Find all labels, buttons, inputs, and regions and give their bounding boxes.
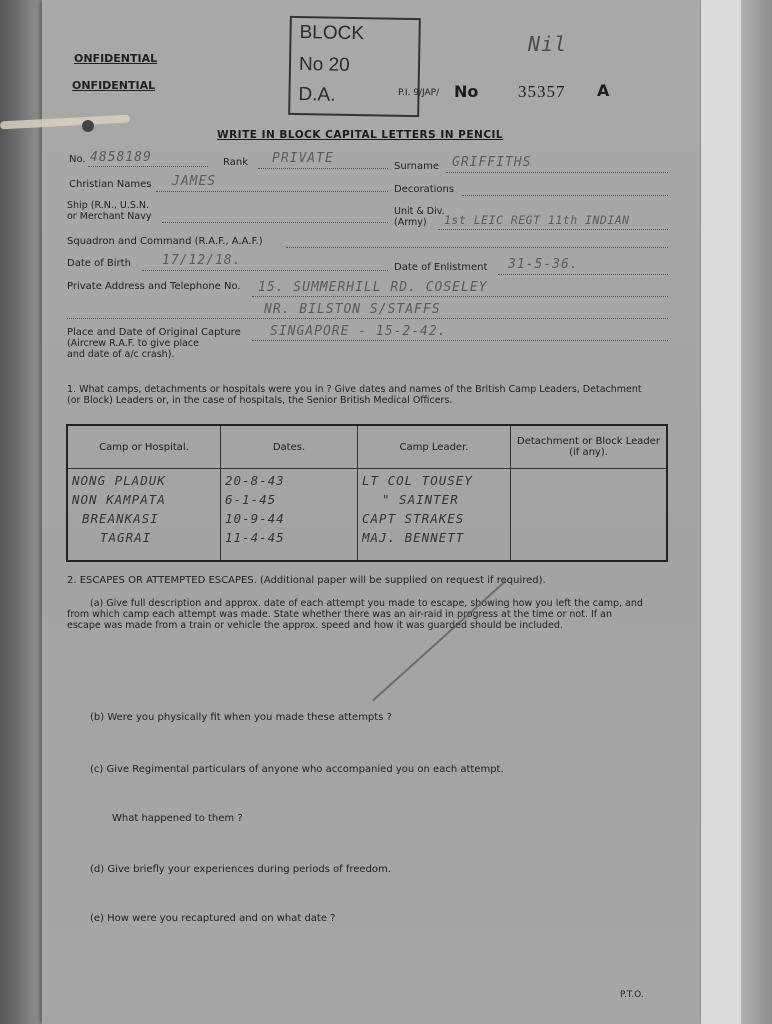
decorations-line: [462, 195, 668, 196]
q1-text-2: (or Block) Leaders or, in the case of hospitals, the Senior British Medical Officers.: [67, 395, 453, 406]
handwritten-annotation: Nil: [528, 32, 568, 56]
number-label: No: [454, 82, 479, 101]
service-number: 4858189: [90, 150, 152, 165]
leader-entry: MAJ. BENNETT: [362, 530, 465, 545]
no-line: [88, 166, 208, 167]
enlistment-label: Date of Enlistment: [394, 262, 488, 273]
col-leader-header: Camp Leader.: [358, 425, 511, 469]
capture-value: SINGAPORE - 15-2-42.: [270, 324, 447, 339]
q2a-text-2: from which camp each attempt was made. State whether there was an air-raid in progress at the time or not. If an: [67, 609, 613, 620]
christian-names-value: JAMES: [172, 174, 217, 189]
ship-label-1: Ship (R.N., U.S.N.: [67, 200, 150, 211]
surname-label: Surname: [394, 161, 439, 172]
capture-label-3: and date of a/c crash).: [67, 349, 175, 360]
rank-value: PRIVATE: [272, 151, 334, 166]
date-entry: 10-9-44: [225, 511, 285, 526]
capture-line: [252, 340, 668, 341]
dob-line: [142, 270, 388, 271]
camps-table: [66, 424, 668, 562]
q2a-text-1: (a) Give full description and approx. date of each attempt you made to escape, showing how you left the camp, and: [90, 598, 643, 609]
q2a-text-3: escape was made from a train or vehicle the approx. speed and how it was guarded should be included.: [67, 620, 563, 631]
block-stamp: [288, 16, 421, 117]
stamp-line-2: No 20: [298, 54, 350, 76]
camp-entry: NON KAMPATA: [72, 492, 166, 507]
unit-value: 1st LEIC REGT 11th INDIAN: [444, 213, 630, 227]
adjacent-page-edge: [700, 0, 741, 1024]
form-suffix: A: [597, 81, 610, 100]
punch-hole: [82, 120, 94, 132]
squadron-label: Squadron and Command (R.A.F., A.A.F.): [67, 236, 263, 247]
q2b-text: (b) Were you physically fit when you made these attempts ?: [90, 712, 392, 723]
address-value-1: 15. SUMMERHILL RD. COSELEY: [258, 280, 488, 295]
address-line-1: [252, 296, 668, 297]
unit-line: [438, 229, 668, 230]
ship-label-2: or Merchant Navy: [67, 211, 152, 222]
leader-cell: [358, 469, 511, 562]
form-sheet: [42, 0, 700, 1024]
unit-label-1: Unit & Div.: [394, 206, 445, 217]
detachment-cell: [511, 469, 668, 562]
rank-line: [258, 168, 388, 169]
ship-line: [162, 222, 388, 223]
decorations-label: Decorations: [394, 184, 455, 195]
camp-entry: TAGRAI: [100, 530, 152, 545]
address-value-2: NR. BILSTON S/STAFFS: [264, 302, 441, 317]
date-entry: 20-8-43: [225, 473, 285, 488]
q2c-followup-text: What happened to them ?: [112, 813, 243, 824]
q2-title: 2. ESCAPES OR ATTEMPTED ESCAPES. (Additional paper will be supplied on request if required).: [67, 575, 546, 586]
dob-value: 17/12/18.: [162, 253, 242, 268]
confidential-label: ONFIDENTIAL: [72, 79, 156, 92]
confidential-label-top: ONFIDENTIAL: [74, 52, 158, 65]
leader-entry: LT COL TOUSEY: [362, 473, 473, 488]
dates-cell: [221, 469, 358, 562]
form-number: 35357: [518, 82, 566, 101]
leader-entry: CAPT STRAKES: [362, 511, 465, 526]
instruction-heading: WRITE IN BLOCK CAPITAL LETTERS IN PENCIL: [217, 129, 504, 141]
stamp-line-1: BLOCK: [299, 22, 365, 45]
enlistment-line: [498, 274, 668, 275]
q1-text-1: 1. What camps, detachments or hospitals were you in ? Give dates and names of the British Camp Leaders, Detachment: [67, 384, 642, 395]
form-code: P.I. 9/JAP/: [398, 88, 440, 98]
q2e-text: (e) How were you recaptured and on what date ?: [90, 913, 336, 924]
unit-label-2: (Army): [394, 217, 427, 228]
rank-label: Rank: [223, 157, 248, 168]
squadron-line: [286, 247, 668, 248]
date-entry: 11-4-45: [225, 530, 285, 545]
camp-cell: [67, 469, 221, 562]
surname-value: GRIFFITHS: [452, 155, 532, 170]
q2c-text: (c) Give Regimental particulars of anyone who accompanied you on each attempt.: [90, 764, 504, 775]
no-label: No.: [69, 154, 86, 165]
camp-entry: BREANKASI: [82, 511, 159, 526]
stamp-line-3: D.A.: [298, 84, 336, 106]
col-camp-header: Camp or Hospital.: [67, 425, 221, 469]
capture-label-2: (Aircrew R.A.F. to give place: [67, 338, 199, 349]
leader-entry: " SAINTER: [382, 492, 459, 507]
dob-label: Date of Birth: [67, 258, 131, 269]
date-entry: 6-1-45: [225, 492, 277, 507]
address-label: Private Address and Telephone No.: [67, 281, 241, 292]
camp-entry: NONG PLADUK: [72, 473, 166, 488]
capture-label-1: Place and Date of Original Capture: [67, 327, 241, 338]
col-detachment-header: Detachment or Block Leader (if any).: [511, 425, 668, 469]
enlistment-value: 31-5-36.: [508, 257, 579, 272]
christian-names-line: [156, 191, 388, 192]
pto-label: P.T.O.: [620, 990, 644, 1000]
address-line-2: [67, 318, 668, 319]
surname-line: [446, 172, 668, 173]
christian-names-label: Christian Names: [69, 179, 152, 190]
col-dates-header: Dates.: [221, 425, 358, 469]
q2d-text: (d) Give briefly your experiences during periods of freedom.: [90, 864, 391, 875]
